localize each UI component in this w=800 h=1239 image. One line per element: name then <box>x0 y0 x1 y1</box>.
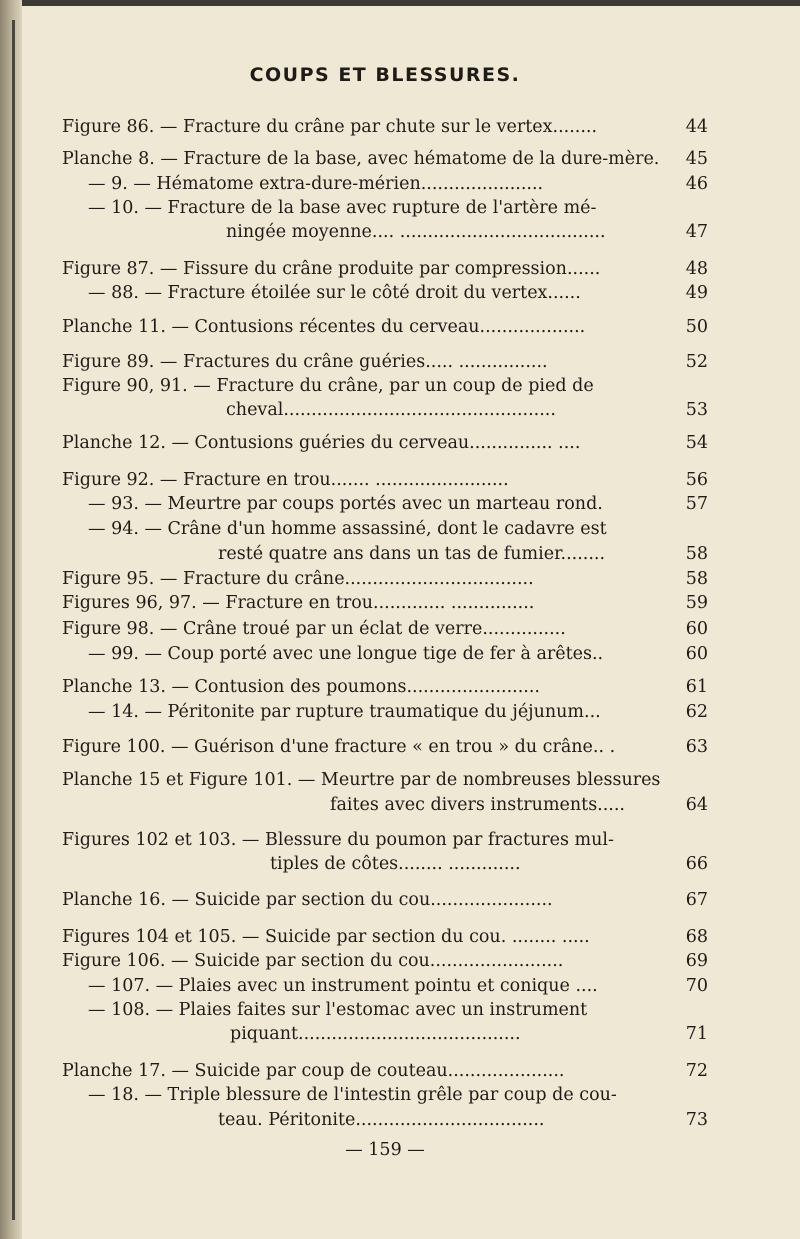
list-item: — 10. — Fracture de la base avec rupture de l'artère mé- <box>88 198 597 218</box>
list-item: faites avec divers instruments..... 64 <box>330 795 708 815</box>
list-item: ningée moyenne.... ..................................... 47 <box>226 222 708 242</box>
list-item: — 107. — Plaies avec un instrument pointu et conique .... 70 <box>88 976 708 996</box>
book-spine <box>0 0 22 1239</box>
page-title: COUPS ET BLESSURES. <box>249 64 521 86</box>
list-item: — 9. — Hématome extra-dure-mérien...................... 46 <box>88 174 708 194</box>
list-item: Planche 17. — Suicide par coup de couteau..................... 72 <box>62 1061 708 1081</box>
list-item: Planche 13. — Contusion des poumons........................ 61 <box>62 677 708 697</box>
list-item: Planche 11. — Contusions récentes du cerveau................... 50 <box>62 317 708 337</box>
list-item: — 18. — Triple blessure de l'intestin grêle par coup de cou- <box>88 1085 617 1105</box>
list-item: resté quatre ans dans un tas de fumier........ 58 <box>218 544 708 564</box>
list-item: Planche 16. — Suicide par section du cou...................... 67 <box>62 890 708 910</box>
list-item: — 14. — Péritonite par rupture traumatique du jéjunum... 62 <box>88 702 708 722</box>
list-item: Planche 15 et Figure 101. — Meurtre par de nombreuses blessures <box>62 770 661 790</box>
list-item: piquant........................................ 71 <box>230 1024 708 1044</box>
list-item: Planche 12. — Contusions guéries du cerveau............... .... 54 <box>62 433 708 453</box>
list-item: — 88. — Fracture étoilée sur le côté droit du vertex...... 49 <box>88 283 708 303</box>
list-item: teau. Péritonite.................................. 73 <box>218 1110 708 1130</box>
list-item: — 94. — Crâne d'un homme assassiné, dont le cadavre est <box>88 519 607 539</box>
list-item: cheval................................................. 53 <box>226 400 708 420</box>
list-item: Figure 90, 91. — Fracture du crâne, par un coup de pied de <box>62 376 594 396</box>
list-item: Figure 95. — Fracture du crâne.................................. 58 <box>62 569 708 589</box>
page-number: — 159 — <box>345 1140 425 1160</box>
list-item: Figures 96, 97. — Fracture en trou............. ............... 59 <box>62 593 708 613</box>
list-item: Figure 87. — Fissure du crâne produite par compression...... 48 <box>62 259 708 279</box>
list-item: Figure 100. — Guérison d'une fracture « en trou » du crâne.. . 63 <box>62 737 708 757</box>
page-top-edge <box>0 0 800 6</box>
list-item: Figure 92. — Fracture en trou....... ........................ 56 <box>62 470 708 490</box>
list-item: Figure 106. — Suicide par section du cou........................ 69 <box>62 951 708 971</box>
list-item: — 108. — Plaies faites sur l'estomac avec un instrument <box>88 1000 588 1020</box>
list-item: tiples de côtes........ ............. 66 <box>270 854 708 874</box>
list-item: Figure 89. — Fractures du crâne guéries..... ................ 52 <box>62 352 708 372</box>
list-item: Figure 98. — Crâne troué par un éclat de verre............... 60 <box>62 619 708 639</box>
list-item: Figures 102 et 103. — Blessure du poumon par fractures mul- <box>62 830 614 850</box>
list-item: — 93. — Meurtre par coups portés avec un marteau rond. 57 <box>88 494 708 514</box>
list-item: Planche 8. — Fracture de la base, avec hématome de la dure-mère. 45 <box>62 149 708 169</box>
list-item: Figure 86. — Fracture du crâne par chute sur le vertex........ 44 <box>62 117 708 137</box>
list-item: Figures 104 et 105. — Suicide par section du cou. ........ ..... 68 <box>62 927 708 947</box>
list-item: — 99. — Coup porté avec une longue tige de fer à arêtes.. 60 <box>88 644 708 664</box>
